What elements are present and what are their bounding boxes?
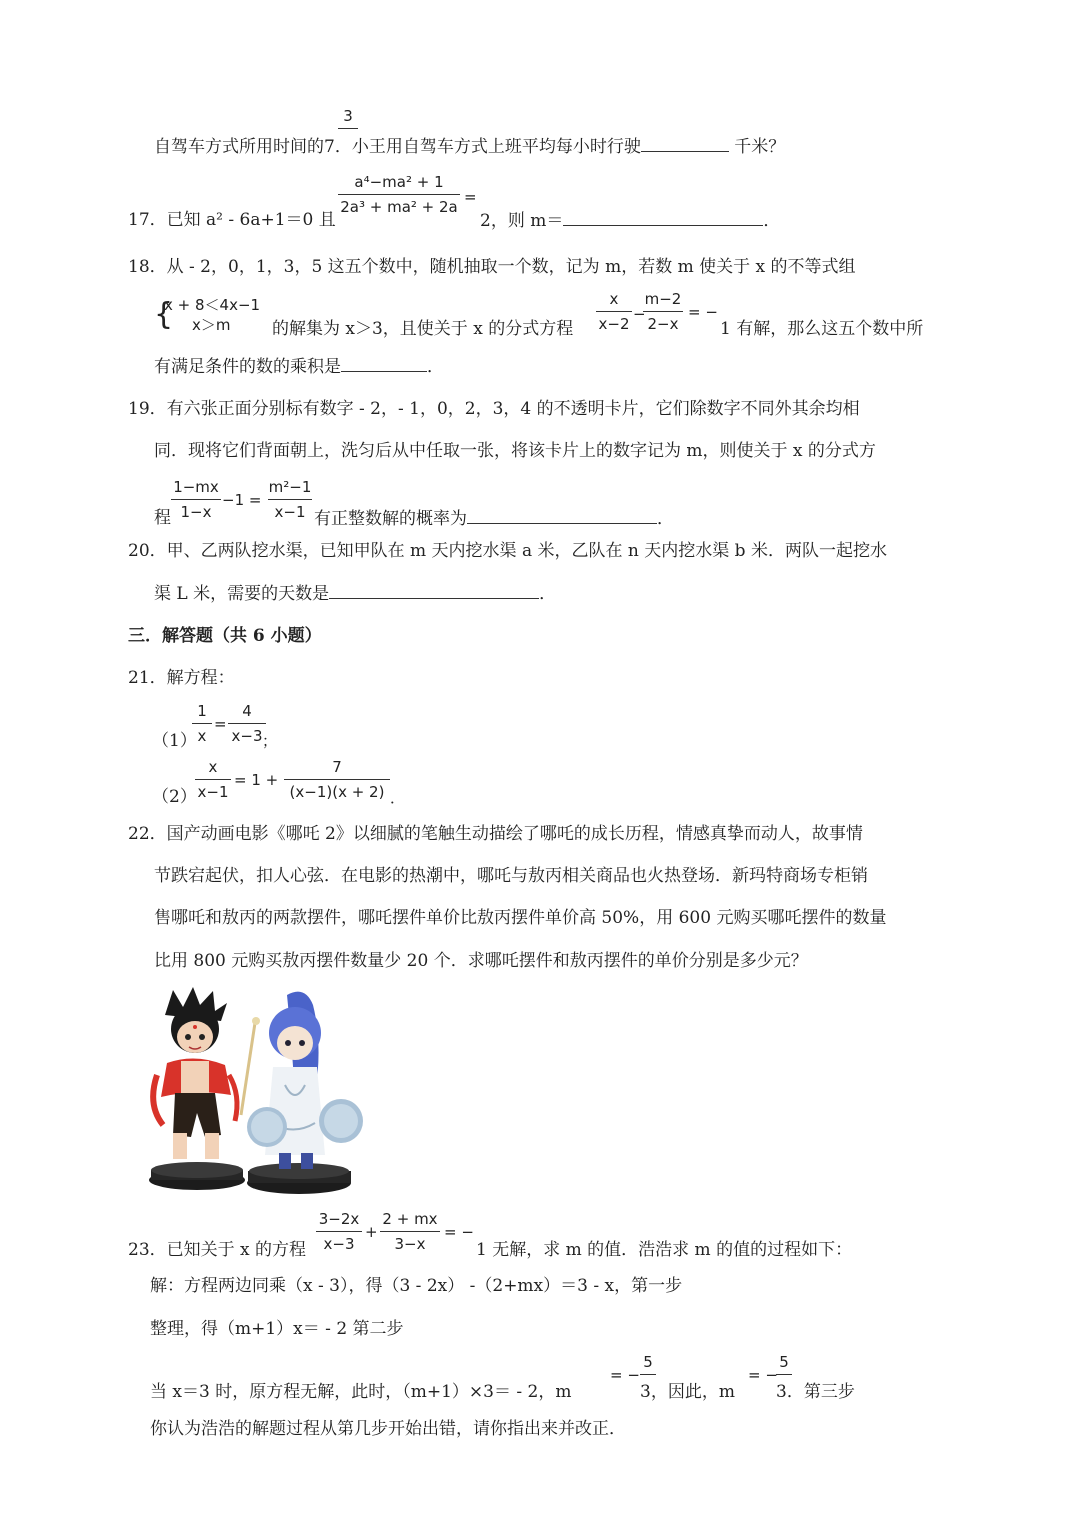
q21-p2-f2-den: (x−1)(x + 2) — [289, 783, 385, 801]
q18-fraction-2 — [643, 289, 683, 334]
fraction-bar — [776, 1374, 792, 1375]
q21-p2-fraction-2 — [284, 757, 390, 802]
q21-p2-fraction-1 — [195, 757, 231, 802]
answer-blank[interactable] — [329, 582, 539, 599]
q17-fraction — [338, 172, 460, 217]
fraction-bar — [643, 311, 683, 312]
q21-title: 21．解方程： — [128, 668, 235, 688]
fraction-bar — [338, 128, 358, 129]
q18-text-mid: 的解集为 x＞3，且使关于 x 的分式方程 — [272, 319, 574, 339]
q16-text-end: 千米？ — [728, 137, 786, 157]
q21-p2-f1-num: x — [208, 758, 218, 776]
q17-after — [480, 209, 780, 232]
q22-line4: 比用 800 元购买敖丙摆件数量少 20 个．求哪吒摆件和敖丙摆件的单价分别是多少元？ — [154, 951, 808, 971]
q16-text-after: ．小王用自驾车方式上班平均每小时行驶 — [334, 137, 641, 157]
section-heading: 三．解答题（共 6 小题） — [128, 626, 322, 646]
q18-line3-text: 有满足条件的数的乘积是 — [154, 357, 341, 377]
q19-f2-num: m²−1 — [268, 478, 312, 496]
q23-step3-end-line — [776, 1381, 855, 1403]
q20-line1: 20．甲、乙两队挖水渠，已知甲队在 m 天内挖水渠 a 米，乙队在 n 天内挖水渠 b 米．两队一起挖水 — [128, 541, 887, 561]
q18-f2-den: 2−x — [647, 315, 679, 333]
q23-step3-mid-line — [640, 1381, 735, 1403]
q17-text: 17．已知 a² - 6a+1＝0 且 — [128, 210, 336, 230]
q19-line2: 同．现将它们背面朝上，洗匀后从中任取一张，将该卡片上的数字记为 m，则使关于 x 的分式方 — [154, 441, 876, 461]
q18-line1: 18．从 - 2，0，1，3，5 这五个数中，随机抽取一个数，记为 m，若数 m 使关于 x 的不等式组 — [128, 257, 856, 277]
q21-p1-end: ； — [262, 732, 278, 750]
q23-step3-fraction-1 — [640, 1352, 656, 1377]
q23-f1-num: 3−2x — [318, 1210, 360, 1228]
fraction-bar — [316, 1231, 362, 1232]
q23-step3-f2-den: 3 — [776, 1382, 787, 1402]
q21-p1-fraction-2 — [228, 701, 266, 746]
q23-step1: 解：方程两边同乘（x - 3），得（3 - 2x） -（2+mx）＝3 - x，第一步 — [150, 1276, 683, 1296]
fraction-bar — [284, 779, 390, 780]
q18-eq: = − — [688, 303, 718, 321]
q17-eq: = — [464, 188, 477, 206]
q23-step3-mid: ，因此，m — [650, 1382, 735, 1402]
q18-f1-den: x−2 — [598, 315, 630, 333]
fraction-bar — [338, 194, 460, 195]
q21-p2-end: ． — [390, 789, 406, 807]
q23-step2: 整理，得（m+1）x＝ - 2 第二步 — [150, 1319, 404, 1339]
q21-p2-eq: = 1 + — [234, 771, 279, 789]
fraction-bar — [195, 779, 231, 780]
q16-line — [154, 135, 785, 158]
q23-step3-before: 当 x＝3 时，原方程无解，此时，（m+1）×3＝ - 2，m — [150, 1382, 572, 1402]
q19-text-after: 有正整数解的概率为 — [314, 509, 467, 529]
q23-text-after: 1 无解，求 m 的值．浩浩求 m 的值的过程如下： — [476, 1240, 853, 1260]
q23-text-before: 23．已知关于 x 的方程 — [128, 1240, 307, 1260]
q18-f2-num: m−2 — [644, 290, 682, 308]
fraction-bar — [640, 1374, 656, 1375]
q17-frac-num: a⁴−ma² + 1 — [354, 173, 444, 191]
answer-blank[interactable] — [563, 209, 763, 226]
q18-end: ． — [427, 357, 444, 377]
fraction-bar — [268, 499, 312, 500]
q18-line3 — [154, 355, 444, 378]
q22-line2: 节跌宕起伏，扣人心弦．在电影的热潮中，哪吒与敖丙相关商品也火热登场．新玛特商场专柜销 — [154, 866, 868, 886]
q21-p2-label: （2） — [152, 787, 197, 807]
q19-f1-num: 1−mx — [173, 478, 219, 496]
q19-after — [314, 507, 674, 530]
q21-p1-eq: = — [214, 715, 227, 733]
q19-mid: −1 = — [222, 491, 262, 509]
q17-end: ． — [763, 211, 781, 231]
q23-last: 你认为浩浩的解题过程从第几步开始出错，请你指出来并改正． — [150, 1419, 626, 1439]
q22-line3: 售哪吒和敖丙的两款摆件，哪吒摆件单价比敖丙摆件单价高 50%，用 600 元购买哪吒摆件的数量 — [154, 908, 887, 928]
q23-f2-den: 3−x — [394, 1235, 426, 1253]
q18-text-after: 1 有解，那么这五个数中所 — [720, 319, 924, 339]
fraction-bar — [171, 499, 221, 500]
q19-end: ． — [657, 509, 674, 529]
q21-p1-label: （1） — [152, 731, 197, 751]
q22-line1: 22．国产动画电影《哪吒 2》以细腻的笔触生动描绘了哪吒的成长历程，情感真挚而动人，故事情 — [128, 824, 863, 844]
q23-step3-f2-num: 5 — [779, 1353, 789, 1371]
q16-frac-num: 3 — [343, 107, 353, 125]
aobing-figure — [247, 992, 363, 1169]
q19-prefix: 程 — [154, 508, 171, 528]
q17-text-after: 2，则 m＝ — [480, 211, 564, 231]
q16-fraction — [338, 106, 358, 131]
q21-p2-f2-num: 7 — [332, 758, 342, 776]
q19-f2-den: x−1 — [274, 503, 306, 521]
q21-p1-f1-den: x — [197, 727, 207, 745]
q23-step3-eq1: = − — [610, 1366, 640, 1384]
q18-fraction-1 — [596, 289, 632, 334]
q18-f1-num: x — [609, 290, 619, 308]
q16-text-before: 自驾车方式所用时间的 — [154, 137, 324, 157]
q18-sys-bot: x＞m — [192, 316, 231, 334]
fraction-bar — [192, 723, 212, 724]
q21-p1-f2-den: x−3 — [231, 727, 263, 745]
q21-p1-fraction-1 — [192, 701, 212, 746]
q23-eq: = − — [444, 1223, 474, 1241]
q23-fraction-1 — [316, 1209, 362, 1254]
q23-fraction-2 — [380, 1209, 440, 1254]
q18-sys-top: x + 8＜4x−1 — [164, 296, 261, 314]
q21-p1-f2-num: 4 — [242, 702, 252, 720]
q18-brace: { — [154, 297, 174, 332]
q19-fraction-1 — [171, 477, 221, 522]
answer-blank[interactable] — [341, 355, 427, 372]
fraction-bar — [228, 723, 266, 724]
figurines-image — [145, 985, 370, 1200]
q20-line2-text: 渠 L 米，需要的天数是 — [154, 584, 330, 604]
q23-f2-num: 2 + mx — [382, 1210, 438, 1228]
q23-step3-f-den: 3 — [640, 1382, 651, 1402]
q17-frac-den: 2a³ + ma² + 2a — [340, 198, 458, 216]
answer-blank[interactable] — [467, 507, 657, 524]
q19-fraction-2 — [268, 477, 312, 522]
q20-line2 — [154, 582, 556, 605]
q23-step3-eq2: = − — [748, 1366, 778, 1384]
q21-p2-f1-den: x−1 — [197, 783, 229, 801]
q19-f1-den: 1−x — [180, 503, 212, 521]
fraction-bar — [380, 1231, 440, 1232]
answer-blank[interactable] — [641, 135, 729, 152]
q23-step3-fraction-2 — [776, 1352, 792, 1377]
nezha-figure — [153, 987, 260, 1159]
q23-plus: + — [365, 1223, 378, 1241]
q20-end: ． — [539, 584, 557, 604]
fraction-bar — [596, 311, 632, 312]
q19-line1: 19．有六张正面分别标有数字 - 2，- 1，0，2，3，4 的不透明卡片，它们除数字不同外其余均相 — [128, 399, 860, 419]
q21-p1-f1-num: 1 — [197, 702, 207, 720]
q16-frac-den: 7 — [324, 137, 335, 157]
q23-step3-end: ．第三步 — [786, 1382, 855, 1402]
q23-f1-den: x−3 — [323, 1235, 355, 1253]
q18-minus: − — [633, 305, 646, 323]
q23-step3-f-num: 5 — [643, 1353, 653, 1371]
